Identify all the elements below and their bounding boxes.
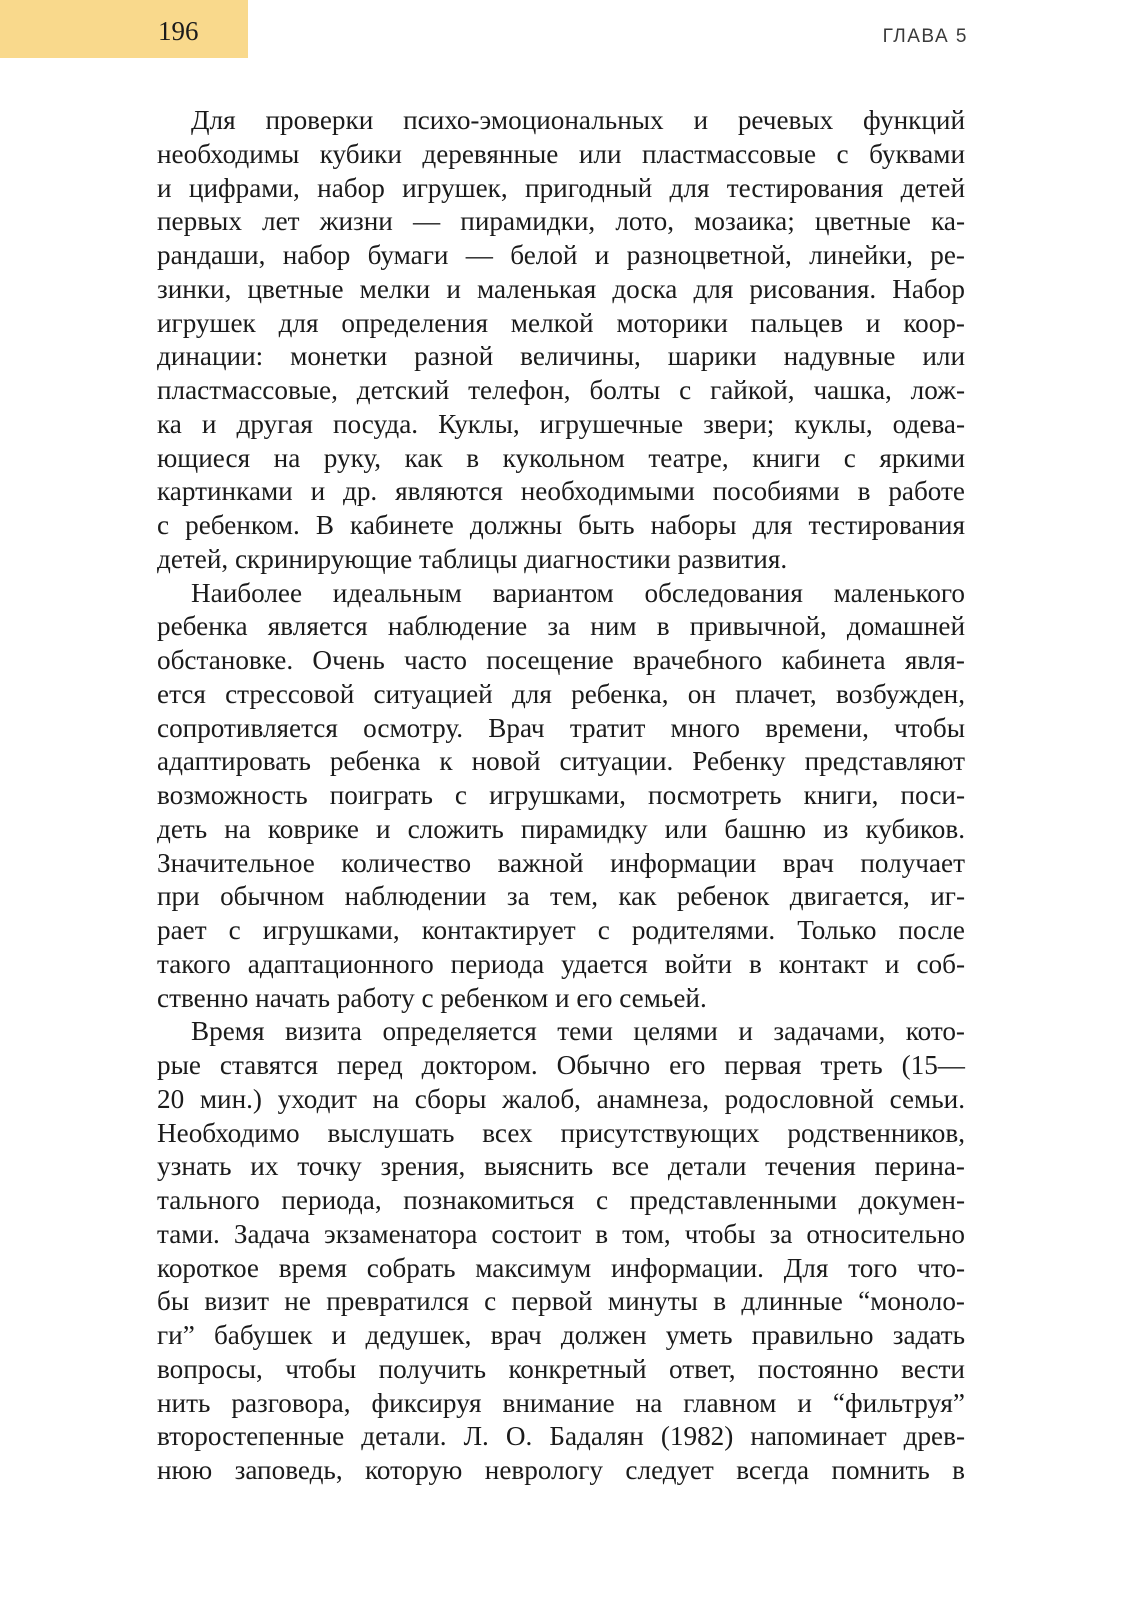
text-line: игрушек для определения мелкой моторики пальцев и коор- [157, 307, 965, 338]
text-line: тами. Задача экзаменатора состоит в том, чтобы за относительно [157, 1218, 965, 1249]
text-line: ка и другая посуда. Куклы, игрушечные звери; куклы, одева- [157, 408, 965, 439]
text-line: пластмассовые, детский телефон, болты с гайкой, чашка, лож- [157, 375, 965, 405]
paragraph [157, 1015, 965, 1488]
text-line: необходимы кубики деревянные или пластмассовые с буквами [157, 138, 965, 169]
text-line: возможность поиграть с игрушками, посмотреть книги, поси- [157, 780, 965, 810]
text-line: Время визита определяется теми целями и задачами, кото- [191, 1016, 965, 1047]
text-line: вопросы, чтобы получить конкретный ответ, постоянно вести [157, 1353, 965, 1384]
text-line: первых лет жизни — пирамидки, лото, мозаика; цветные ка- [157, 206, 965, 237]
paragraph [157, 577, 965, 1016]
text-line: второстепенные детали. Л. О. Бадалян (1982) напоминает древ- [157, 1421, 965, 1452]
text-line: картинками и др. являются необходимыми пособиями в работе [157, 476, 965, 507]
text-line: такого адаптационного периода удается войти в контакт и соб- [157, 948, 965, 979]
text-line: узнать их точку зрения, выяснить все детали течения перина- [157, 1151, 965, 1182]
chapter-header: ГЛАВА 5 [882, 26, 968, 47]
text-line: Необходимо выслушать всех присутствующих родственников, [157, 1117, 965, 1148]
text-line: деть на коврике и сложить пирамидку или башню из кубиков. [157, 813, 965, 844]
paragraph [157, 104, 965, 577]
text-line: динации: монетки разной величины, шарики надувные или [157, 341, 965, 372]
text-line: сопротивляется осмотру. Врач тратит много времени, чтобы [157, 712, 965, 743]
text-line: нюю заповедь, которую неврологу следует всегда помнить в [157, 1455, 965, 1485]
text-line: и цифрами, набор игрушек, пригодный для тестирования детей [157, 172, 965, 203]
text-line: ги” бабушек и дедушек, врач должен уметь правильно задать [157, 1320, 965, 1350]
text-line: Для проверки психо-эмоциональных и речевых функций [191, 105, 965, 135]
text-line: адаптировать ребенка к новой ситуации. Ребенку представляют [157, 746, 965, 777]
text-line: Наиболее идеальным вариантом обследования маленького [191, 577, 965, 608]
text-line: обстановке. Очень часто посещение врачебного кабинета явля- [157, 645, 965, 675]
text-line: ственно начать работу с ребенком и его семьей. [157, 982, 707, 1013]
text-line: при обычном наблюдении за тем, как ребенок двигается, иг- [157, 881, 965, 912]
text-line: ющиеся на руку, как в кукольном театре, книги с яркими [157, 442, 965, 473]
text-line: зинки, цветные мелки и маленькая доска для рисования. Набор [157, 273, 965, 304]
text-line: тального периода, познакомиться с представленными докумен- [157, 1185, 965, 1215]
text-line: рает с игрушками, контактирует с родителями. Только после [157, 915, 965, 945]
page-number: 196 [158, 16, 199, 46]
text-line: короткое время собрать максимум информации. Для того что- [157, 1252, 965, 1283]
page-number-tab [0, 0, 248, 58]
text-line: Значительное количество важной информации врач получает [157, 847, 965, 878]
text-line: бы визит не превратился с первой минуты в длинные “моноло- [157, 1286, 965, 1317]
text-line: с ребенком. В кабинете должны быть наборы для тестирования [157, 510, 965, 540]
text-line: нить разговора, фиксируя внимание на главном и “фильтруя” [157, 1387, 965, 1418]
body-text [157, 104, 965, 1488]
text-line: рандаши, набор бумаги — белой и разноцветной, линейки, ре- [157, 240, 965, 270]
text-line: 20 мин.) уходит на сборы жалоб, анамнеза, родословной семьи. [157, 1083, 965, 1114]
text-line: рые ставятся перед доктором. Обычно его первая треть (15— [157, 1050, 965, 1080]
text-line: детей, скринирующие таблицы диагностики развития. [157, 543, 788, 574]
text-line: ется стрессовой ситуацией для ребенка, он плачет, возбужден, [157, 678, 965, 709]
text-line: ребенка является наблюдение за ним в привычной, домашней [157, 611, 965, 642]
